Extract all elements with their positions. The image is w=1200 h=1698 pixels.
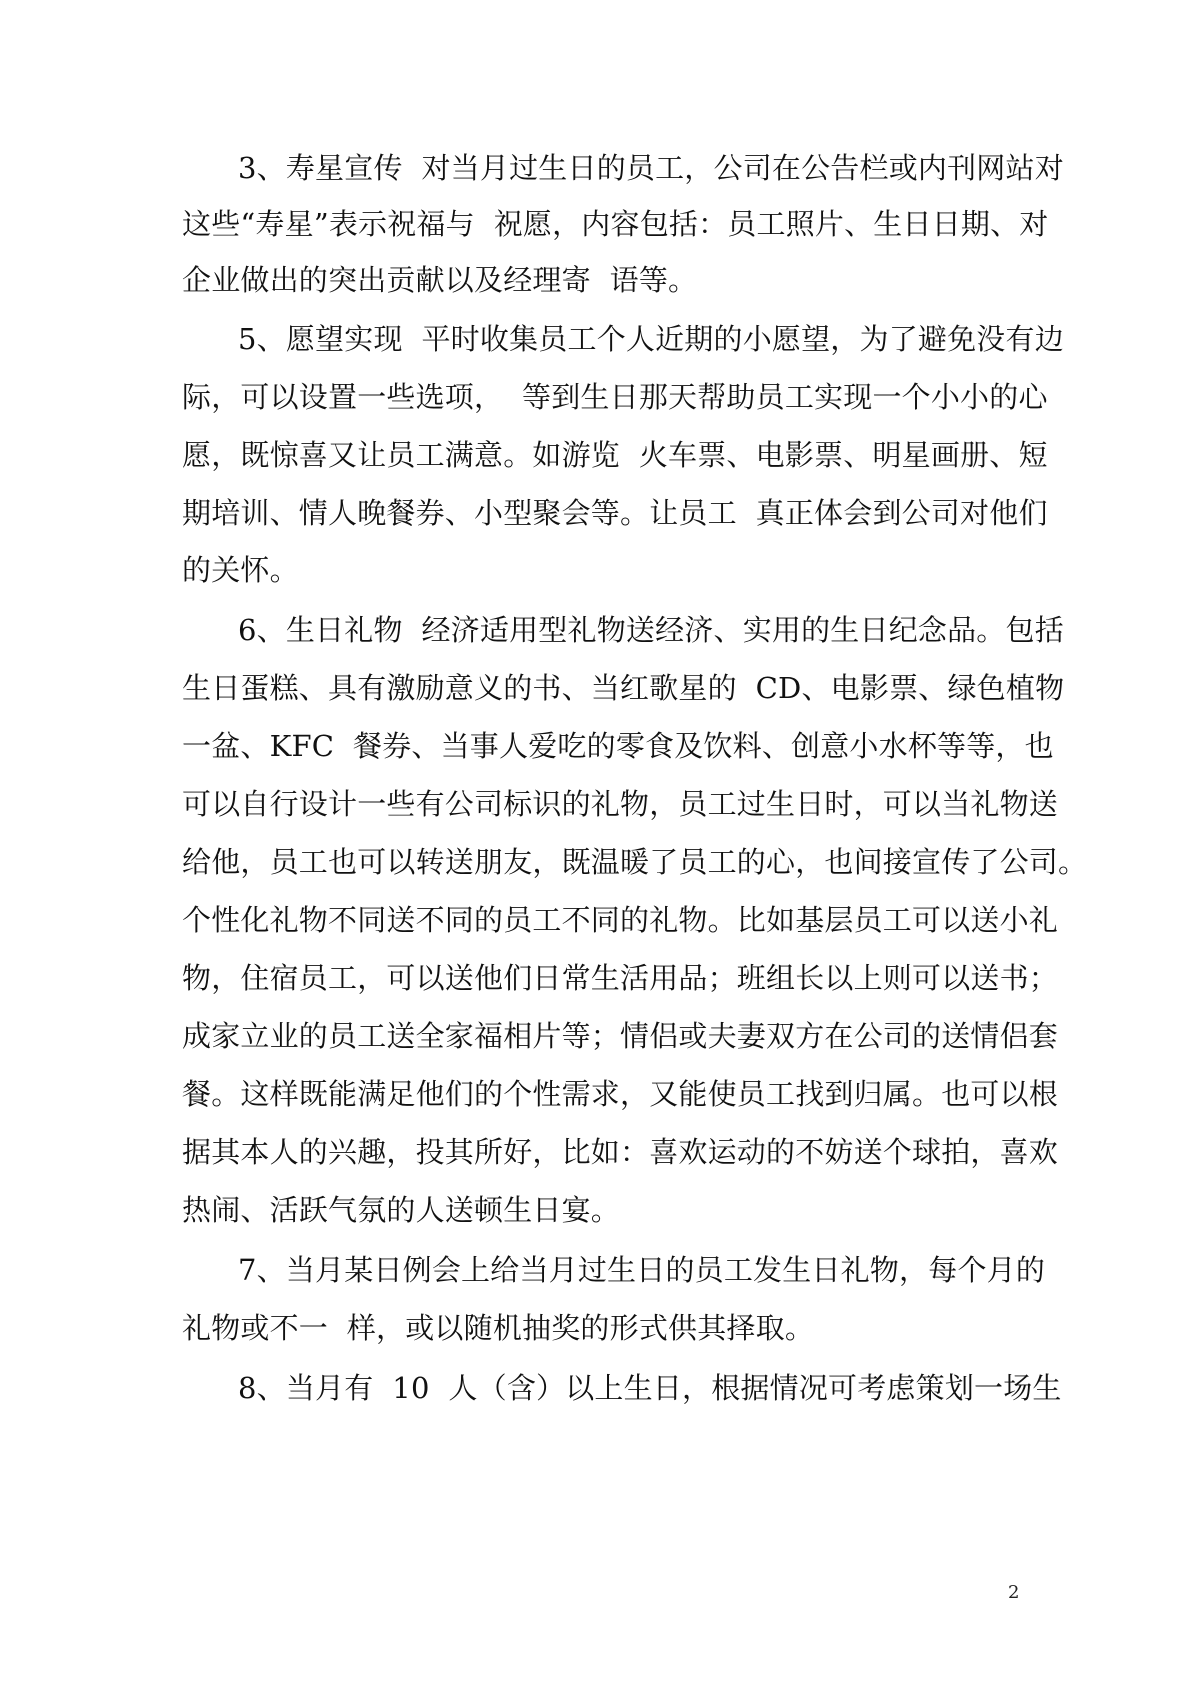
paragraph-6-line-3: 一盆、KFC 餐券、当事人爱吃的零食及饮料、创意小水杯等等，也 — [182, 729, 1054, 763]
paragraph-6-line-8: 成家立业的员工送全家福相片等；情侣或夫妻双方在公司的送情侣套 — [182, 1019, 1059, 1053]
paragraph-6-line-6: 个性化礼物不同送不同的员工不同的礼物。比如基层员工可以送小礼 — [182, 903, 1059, 937]
paragraph-6-line-10: 据其本人的兴趣，投其所好，比如：喜欢运动的不妨送个球拍，喜欢 — [182, 1135, 1059, 1169]
paragraph-3-line-3: 企业做出的突出贡献以及经理寄 语等。 — [182, 263, 698, 297]
paragraph-6-line-4: 可以自行设计一些有公司标识的礼物，员工过生日时，可以当礼物送 — [182, 787, 1059, 821]
paragraph-5-line-2: 际，可以设置一些选项， 等到生日那天帮助员工实现一个小小的心 — [182, 380, 1048, 414]
paragraph-6-line-2: 生日蛋糕、具有激励意义的书、当红歌星的 CD、电影票、绿色植物 — [182, 671, 1065, 705]
paragraph-7-line-1: 7、当月某日例会上给当月过生日的员工发生日礼物，每个月的 — [238, 1253, 1046, 1287]
paragraph-5-line-1: 5、愿望实现 平时收集员工个人近期的小愿望，为了避免没有边 — [238, 322, 1064, 356]
paragraph-6-line-1: 6、生日礼物 经济适用型礼物送经济、实用的生日纪念品。包括 — [238, 613, 1064, 647]
paragraph-8-line-1: 8、当月有 10 人（含）以上生日，根据情况可考虑策划一场生 — [238, 1371, 1062, 1405]
paragraph-6-line-11: 热闹、活跃气氛的人送顿生日宴。 — [182, 1193, 621, 1227]
paragraph-6-line-5: 给他，员工也可以转送朋友，既温暖了员工的心，也间接宣传了公司。 — [182, 845, 1088, 879]
paragraph-6-line-7: 物，住宿员工，可以送他们日常生活用品；班组长以上则可以送书； — [182, 961, 1059, 995]
paragraph-3-line-2: 这些“寿星”表示祝福与 祝愿，内容包括：员工照片、生日日期、对 — [182, 207, 1049, 241]
paragraph-5-line-4: 期培训、情人晚餐券、小型聚会等。让员工 真正体会到公司对他们 — [182, 496, 1048, 530]
paragraph-6-line-9: 餐。这样既能满足他们的个性需求，又能使员工找到归属。也可以根 — [182, 1077, 1059, 1111]
page-number: 2 — [1008, 1582, 1020, 1603]
paragraph-3-line-1: 3、寿星宣传 对当月过生日的员工，公司在公告栏或内刊网站对 — [238, 151, 1064, 185]
paragraph-5-line-5: 的关怀。 — [182, 553, 299, 587]
paragraph-7-line-2: 礼物或不一 样，或以随机抽奖的形式供其择取。 — [182, 1311, 815, 1345]
paragraph-5-line-3: 愿，既惊喜又让员工满意。如游览 火车票、电影票、明星画册、短 — [182, 438, 1048, 472]
